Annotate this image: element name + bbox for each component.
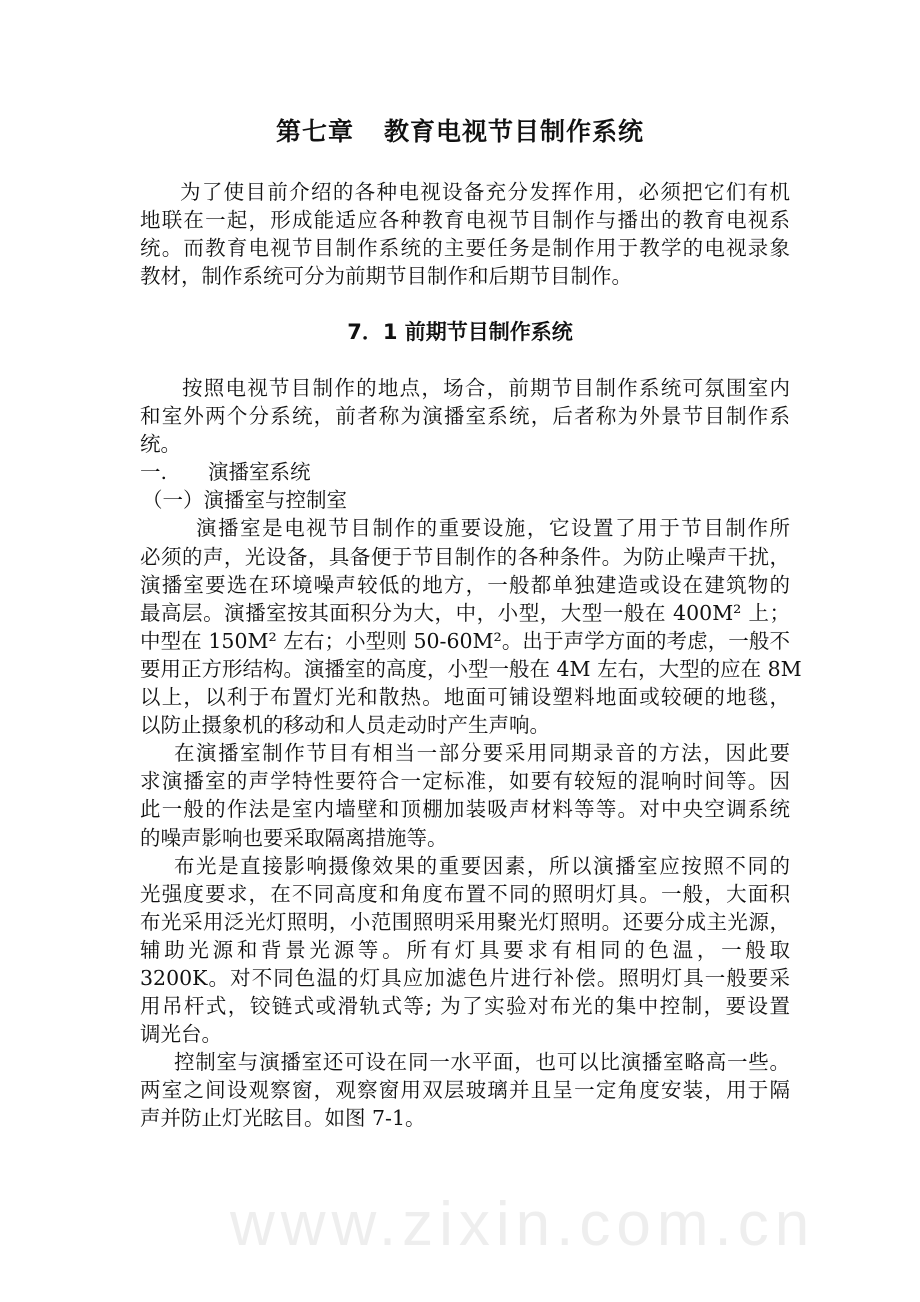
text-line: 最高层。演播室按其面积分为大，中，小型，大型一般在 400M² 上； xyxy=(140,600,790,625)
text-line: 以防止摄象机的移动和人员走动时产生声响。 xyxy=(140,713,550,738)
text-line: 的噪声影响也要采取隔离措施等。 xyxy=(140,825,448,850)
chapter-number: 第七章 xyxy=(275,117,354,146)
text-line: 声并防止灯光眩目。如图 7-1。 xyxy=(140,1106,426,1131)
text-line: 中型在 150M² 左右；小型则 50-60M²。出于声学方面的考虑，一般不 xyxy=(140,628,790,653)
paragraph xyxy=(140,514,802,739)
paragraph xyxy=(140,852,790,1049)
chapter-title xyxy=(0,112,920,148)
text-line: 地联在一起，形成能适应各种教育电视节目制作与播出的教育电视系 xyxy=(140,208,790,233)
text-line: 按照电视节目制作的地点，场合，前期节目制作系统可氛围室内 xyxy=(182,376,790,400)
text-line: 演播室是电视节目制作的重要设施，它设置了用于节目制作所 xyxy=(196,516,790,541)
subsection-heading xyxy=(140,486,790,514)
intro-paragraph xyxy=(140,178,790,290)
text-line: （一）演播室与控制室 xyxy=(142,488,347,513)
text-line: 调光台。 xyxy=(140,1022,222,1047)
text-line: 在演播室制作节目有相当一部分要采用同期录音的方法，因此要 xyxy=(174,741,790,766)
chapter-name: 教育电视节目制作系统 xyxy=(384,117,645,146)
paragraph xyxy=(140,739,790,851)
text-line: 3200K。对不同色温的灯具应加滤色片进行补偿。照明灯具一般要采 xyxy=(140,965,790,990)
text-line: 此一般的作法是室内墙壁和顶棚加装吸声材料等等。对中央空调系统 xyxy=(140,797,790,822)
text-line: 两室之间设观察窗，观察窗用双层玻璃并且呈一定角度安装，用于隔 xyxy=(140,1078,790,1103)
text-line: 要用正方形结构。演播室的高度，小型一般在 4M 左右，大型的应在 8M xyxy=(140,656,802,681)
text-line: 布光采用泛光灯照明，小范围照明采用聚光灯照明。还要分成主光源， xyxy=(140,909,790,934)
section-body xyxy=(140,374,802,1133)
paragraph xyxy=(140,374,790,458)
text-line: 求演播室的声学特性要符合一定标准，如要有较短的混响时间等。因 xyxy=(140,769,790,794)
text-line: 光强度要求，在不同高度和角度布置不同的照明灯具。一般，大面积 xyxy=(140,881,790,906)
paragraph xyxy=(140,1048,790,1132)
text-line: 用吊杆式，铰链式或滑轨式等; 为了实验对布光的集中控制，要设置 xyxy=(140,994,790,1019)
text-line: 辅助光源和背景光源等。所有灯具要求有相同的色温，一般取 xyxy=(140,937,790,962)
watermark: www.zixin.com.cn xyxy=(230,1190,816,1259)
text-line: 必须的声，光设备，具备便于节目制作的各种条件。为防止噪声干扰， xyxy=(140,544,790,569)
text-line: 为了使目前介绍的各种电视设备充分发挥作用，必须把它们有机 xyxy=(180,180,790,204)
text-line: 控制室与演播室还可设在同一水平面，也可以比演播室略高一些。 xyxy=(174,1050,790,1075)
section-heading: 7．1 前期节目制作系统 xyxy=(347,320,573,344)
text-line: 演播室要选在环境噪声较低的地方，一般都单独建造或设在建筑物的 xyxy=(140,572,790,597)
text-line: 统。而教育电视节目制作系统的主要任务是制作用于教学的电视录象 xyxy=(140,236,790,261)
text-line: 一. 演播室系统 xyxy=(140,460,311,485)
list-heading xyxy=(140,458,790,486)
text-line: 和室外两个分系统，前者称为演播室系统，后者称为外景节目制作系 xyxy=(140,404,790,429)
text-line: 统。 xyxy=(140,432,181,457)
text-line: 布光是直接影响摄像效果的重要因素，所以演播室应按照不同的 xyxy=(174,853,790,878)
text-line: 以上，以利于布置灯光和散热。地面可铺设塑料地面或较硬的地毯， xyxy=(140,685,790,710)
text-line: 教材，制作系统可分为前期节目制作和后期节目制作。 xyxy=(140,264,632,289)
